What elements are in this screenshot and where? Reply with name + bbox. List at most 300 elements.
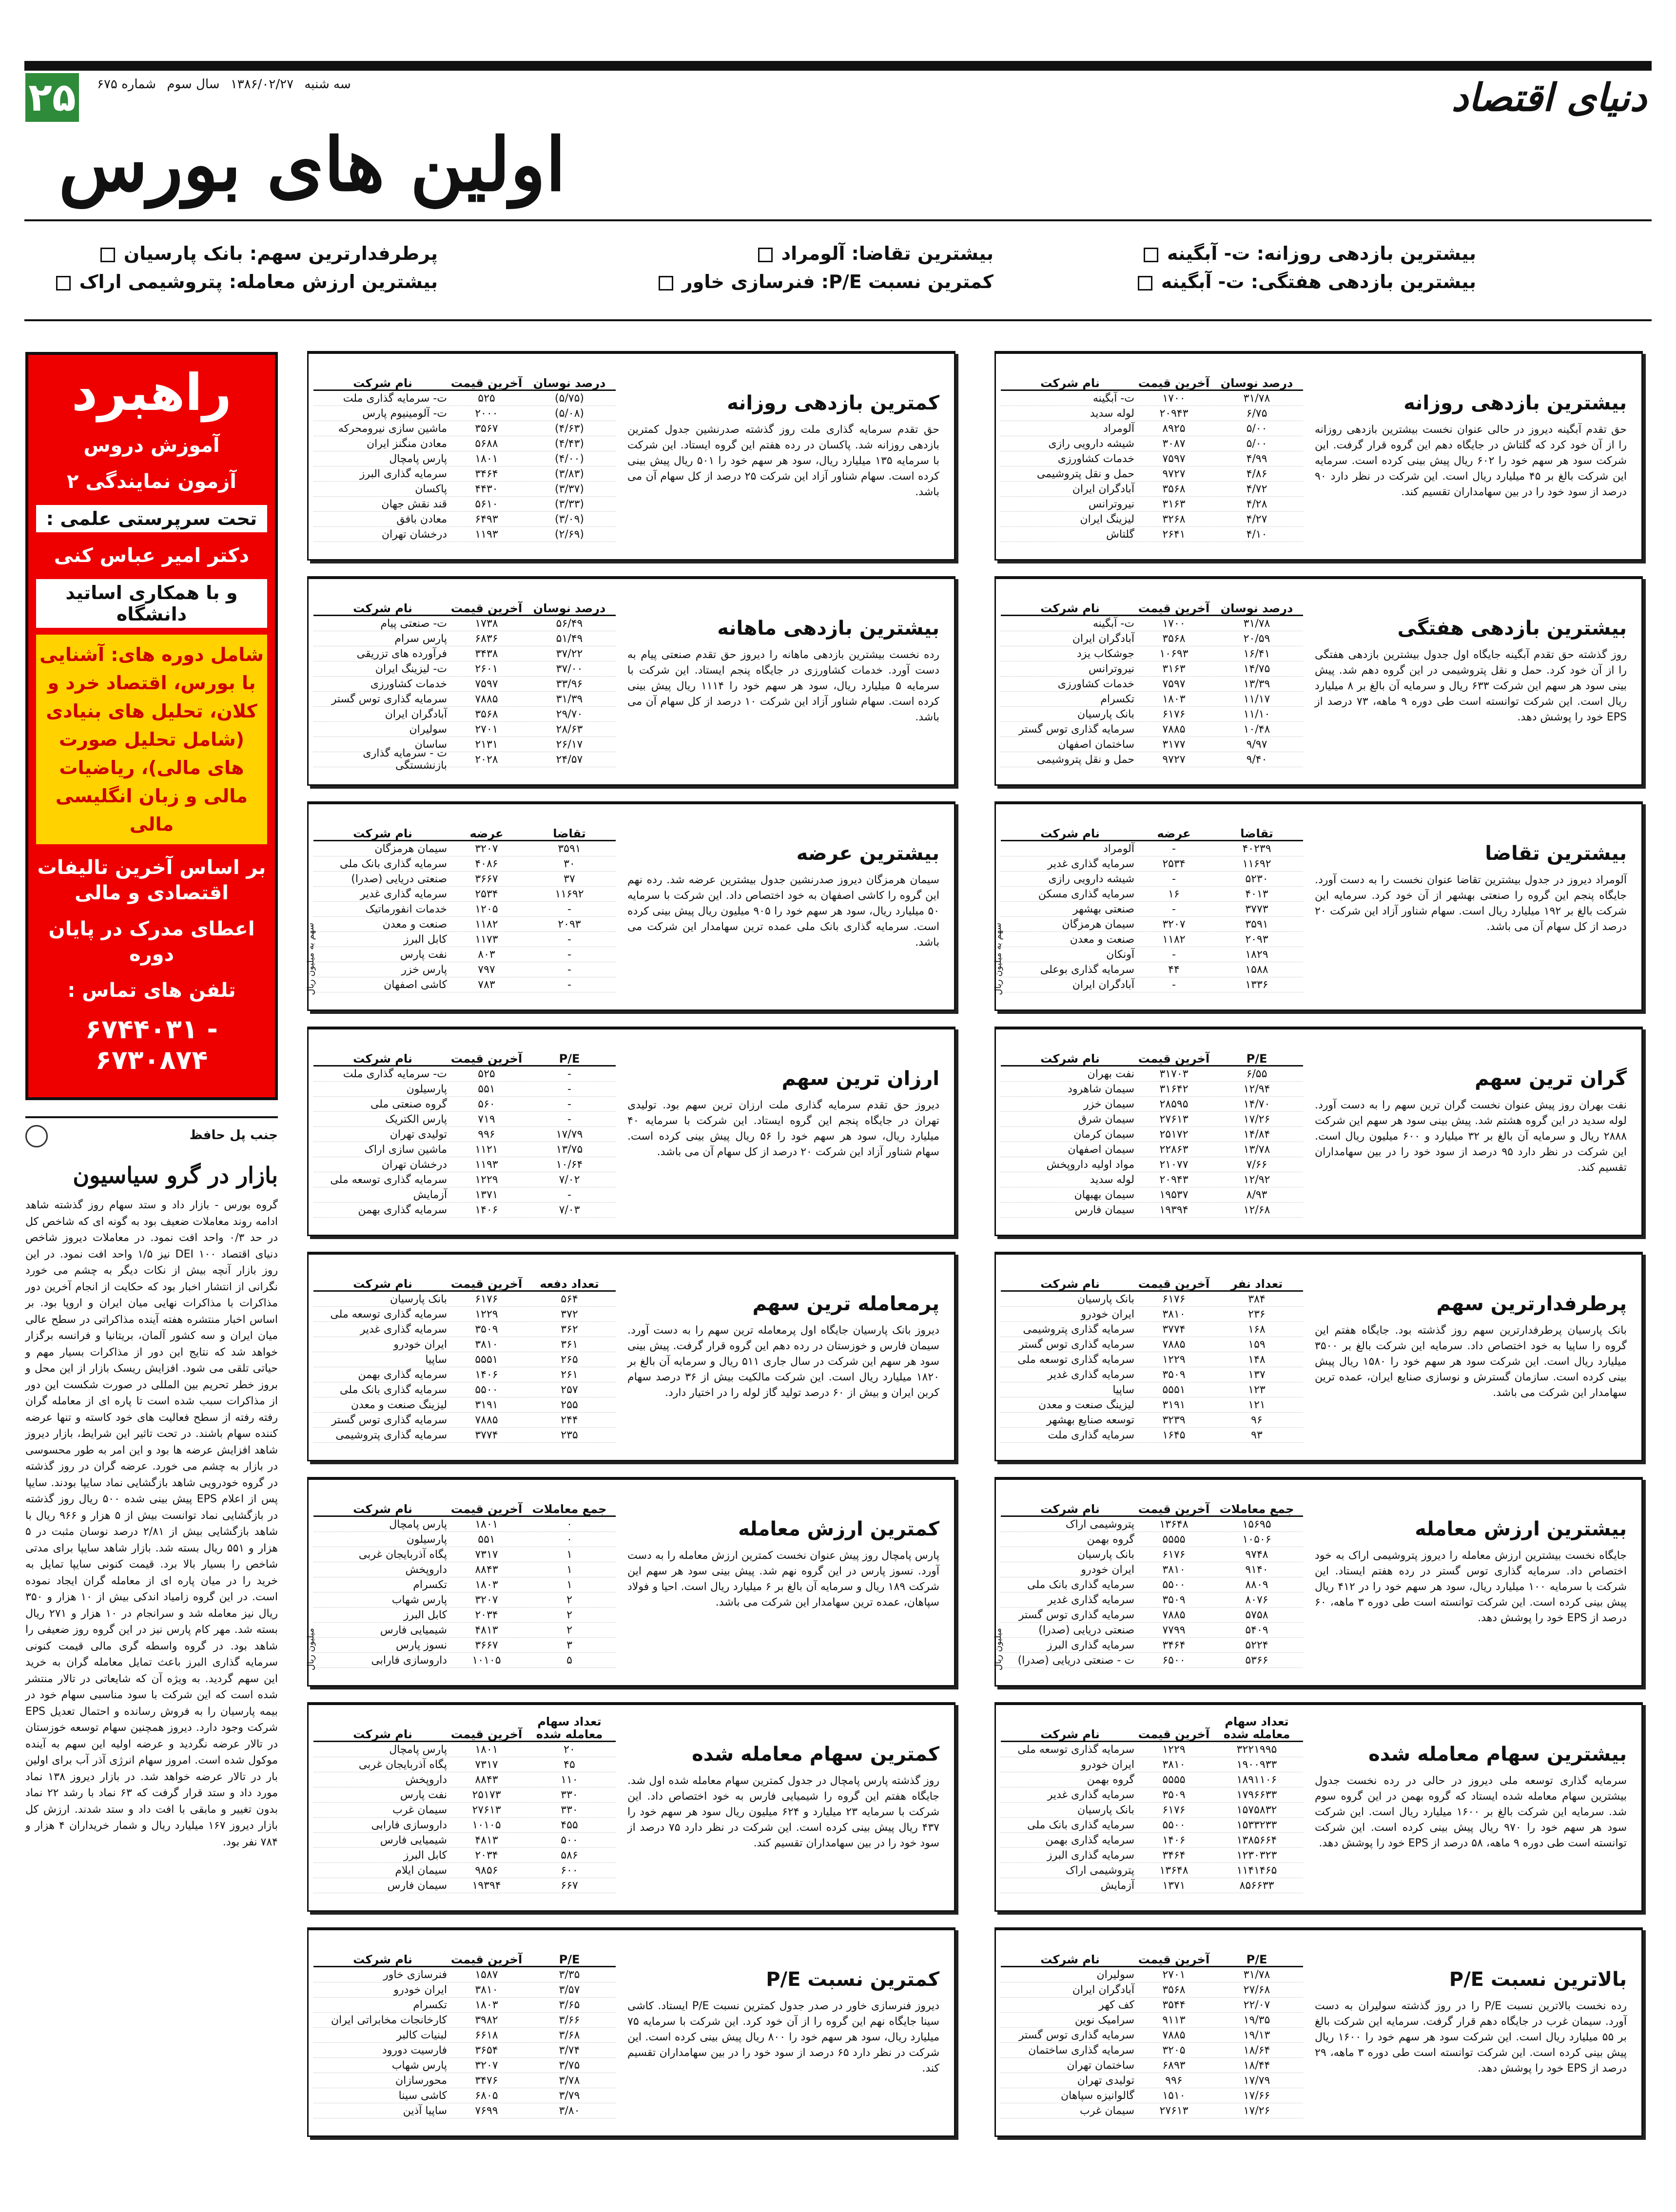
table-cell: ۱۰/۶۴ [556,1158,583,1171]
table-cell: ۱۶/۴۱ [1243,647,1270,660]
panel-title: ارزان ترین سهم [781,1067,939,1090]
article-title: بازار در گرو سیاسیون [73,1162,278,1188]
table-row [313,977,616,992]
table-row [1001,2043,1303,2058]
table-cell: بانک پارسیان [1077,1293,1134,1305]
stats-panel [307,1027,955,1236]
side-column [25,1116,278,2154]
table-row [1001,1307,1303,1322]
table-row [313,406,616,421]
table-row [1001,962,1303,977]
table-cell: سرمایه گذاری توس گستر [1018,1609,1134,1621]
table-cell: ۶/۵۵ [1246,1067,1267,1080]
table-cell: (۳/۰۹) [554,513,585,525]
table-row [313,1322,616,1337]
table-cell: ۱۵۷۵۸۳۲ [1236,1804,1277,1816]
table-cell: ۹۸۵۶ [475,1864,498,1877]
table-cell: آبادگران ایران [1072,978,1134,991]
table-row [1001,1517,1303,1532]
table-cell: ۱۰۶۹۳ [1159,647,1189,660]
table-cell: سیمان بهبهان [1074,1188,1134,1201]
stats-table [313,1035,616,1218]
table-cell: - [567,1098,571,1110]
table-cell: ۴/۲۷ [1246,513,1267,525]
table-row [313,1157,616,1172]
table-cell: ۵۸۶ [561,1849,578,1862]
table-cell: بانک پارسیان [1077,708,1134,720]
table-cell: ۵۲۲۴ [1245,1639,1268,1651]
table-row [313,391,616,406]
table-cell: ۲۰۰۰ [475,407,498,420]
table-cell: ۱۰۱۰۵ [472,1654,501,1667]
column-header: نام شرکت [353,1727,412,1741]
stats-panel [994,1927,1643,2137]
stats-table [1001,1486,1303,1668]
table-row [313,2073,616,2088]
table-cell: ۷۳۱۷ [475,1548,498,1561]
table-cell: ۱۲۳ [1248,1383,1266,1396]
table-cell: ۳۲۶۸ [1162,513,1186,525]
table-cell: ۱۲۳۰۳۲۳ [1236,1849,1277,1862]
table-row [1001,1848,1303,1863]
table-cell: ۲۰۲۸ [475,753,498,766]
table-cell: گروه بهمن [1087,1773,1134,1786]
table-cell: ۰ [566,1518,572,1531]
table-row [1001,631,1303,646]
column-header: آخرین قیمت [450,602,523,615]
table-row [1001,1157,1303,1172]
table-cell: سرمایه گذاری توسعه ملی [1017,1743,1134,1756]
table-row [313,856,616,872]
table-cell: ۳۶۲ [561,1323,578,1336]
table-cell: آبادگران ایران [1072,632,1134,645]
table-cell: ۱۷۰۰ [1162,392,1186,405]
checkbox-icon [659,276,673,291]
unit-label: میلیون ریال [993,1628,1003,1670]
table-cell: ۱۶ [1168,888,1180,900]
table-cell: ۱۱۹۳ [475,528,498,541]
table-cell: لیزینگ ایران [1080,513,1134,525]
table-row [1001,2013,1303,2028]
table-header [1001,360,1303,391]
table-cell: ۱۰/۴۸ [1243,723,1270,736]
table-header [1001,585,1303,616]
table-row [1001,902,1303,917]
table-cell: نفت پارس [400,1788,447,1801]
table-cell: ۳۵۶۸ [1162,1983,1186,1996]
table-cell: ۵۵۱ [478,1083,495,1095]
panel-title: کمترین بازدهی روزانه [727,392,939,414]
checkbox-icon [1138,276,1152,291]
table-cell: ۱۱۶۹۲ [1242,857,1271,870]
table-cell: ۱۱/۱۷ [1243,693,1270,705]
table-row [313,1292,616,1307]
table-cell: سیمان غرب [392,1804,447,1816]
panel-title: گران ترین سهم [1475,1067,1627,1090]
table-row [1001,527,1303,542]
day: سه شنبه [304,77,351,92]
table-cell: ۱۲/۹۴ [1243,1083,1270,1095]
table-cell: درخشان تهران [381,1158,447,1171]
table-cell: ۱۷۹۶۶۳۳ [1236,1788,1277,1801]
panel-title: بیشترین تقاضا [1485,842,1627,865]
table-cell: - [1172,842,1176,855]
table-cell: ۳/۶۶ [559,2014,580,2026]
column-header: تقاضا [553,827,586,840]
table-cell: درخشان تهران [381,528,447,541]
table-cell: ۳/۸۰ [559,2104,580,2117]
table-cell: ۱۸۰۳ [475,1578,498,1591]
table-cell: ۳ [566,1639,572,1651]
table-cell: خدمات انفورماتیک [365,903,447,915]
table-cell: ۱۹۳۹۴ [472,1879,501,1892]
column-header: P/E [559,1953,580,1966]
column-header: P/E [1246,1953,1267,1966]
table-cell: ۱۸۰۱ [475,452,498,465]
column-header: نام شرکت [1040,1953,1100,1966]
table-cell: کابل البرز [403,1609,447,1621]
table-cell: سیمان شرق [1078,1113,1134,1125]
table-cell: ۱۸۰۱ [475,1518,498,1531]
table-cell: ۵۷۵۸ [1245,1609,1268,1621]
table-cell: ۳۵۶۸ [475,708,498,720]
stats-panel [994,351,1643,561]
ad-line: آموزش دروس [83,434,220,457]
table-cell: سرمایه گذاری توسعه ملی [1017,1353,1134,1366]
table-cell: ۲۰ [564,1743,575,1756]
top-rule [24,61,1652,71]
column-header: آخرین قیمت [1138,602,1210,615]
table-cell: سیمان غرب [1080,2104,1134,2117]
table-row [313,841,616,856]
table-header [313,585,616,616]
table-cell: کارخانجات مخابراتی ایران [331,2014,447,2026]
table-row [1001,692,1303,707]
table-header [1001,1711,1303,1742]
table-row [1001,1772,1303,1787]
column-header: آخرین قیمت [450,1502,523,1516]
table-cell: پگاه آذربایجان غربی [358,1548,447,1561]
table-cell: ۹۷۲۷ [1162,467,1186,480]
table-cell: - [567,1113,571,1125]
table-cell: سیمان فارس [1074,1203,1134,1216]
table-cell: ۱۸۰۱ [475,1743,498,1756]
table-cell: ۷/۶۶ [1246,1158,1267,1171]
table-cell: قند نقش جهان [381,498,447,510]
table-cell: ۸۸۴۳ [475,1773,498,1786]
table-cell: ۳۲۰۷ [1162,918,1186,931]
table-row [1001,1367,1303,1382]
table-row [1001,932,1303,947]
table-cell: داروسازی فارابی [371,1819,447,1831]
panel-text: سیمان هرمزگان دیروز صدرنشین جدول بیشترین عرضه شد. رده نهم این گروه را کاشی اصفهان به خود اختصاص داد. این شرکت با سرمایه ۵۰ میلیارد ریال، سود هر سهم خود را ۹۰۵ میلیون ریال پیش بینی کرده است. سرمایه گذاری بانک ملی عمده ترین سهامدار این شرکت می باشد. [627,874,940,949]
table-row [1001,856,1303,872]
table-cell: ۳۷۷۴ [1162,1323,1186,1336]
stats-table [313,360,616,542]
column-header: نام شرکت [353,1277,412,1291]
table-cell: ۹۶ [1251,1414,1263,1426]
table-cell: ت- لیزینگ ایران [375,662,447,675]
table-cell: پارس پامچال [389,452,447,465]
table-cell: تولیدی تهران [1077,2074,1134,2087]
table-cell: ۲۵۷ [561,1383,578,1396]
table-cell: سیمان هرمزگان [1062,918,1134,931]
table-header [1001,1261,1303,1292]
table-cell: ۵۵۱ [478,1533,495,1546]
table-cell: ساختمان اصفهان [1058,738,1134,751]
table-row [1001,1803,1303,1818]
table-row [313,1742,616,1757]
table-row [313,661,616,677]
checkbox-icon [100,248,115,262]
table-cell: پتروشیمی اراک [1065,1518,1134,1531]
table-row [313,2088,616,2103]
table-cell: صنعتی دریایی (صدرا) [1038,1624,1134,1636]
table-cell: ۳/۷۴ [559,2044,580,2057]
table-cell: ۳۶۵۴ [475,2044,498,2057]
table-cell: ۵۰۰ [561,1834,578,1846]
table-row [1001,1082,1303,1097]
stats-table [313,1486,616,1668]
table-cell: ۶۴۹۳ [475,513,498,525]
table-cell: ۲۱۳۱ [475,738,498,751]
table-row [1001,1757,1303,1772]
table-cell: (۳/۳۳) [554,498,585,510]
table-cell: ۱۷/۲۶ [1243,1113,1270,1125]
table-cell: ۲۰۹۳ [1245,933,1268,946]
table-cell: ۳۳۰ [561,1788,578,1801]
table-row [313,1352,616,1367]
table-cell: نفت بهران [1087,1067,1134,1080]
table-row [313,722,616,737]
table-cell: - [567,933,571,946]
table-cell: ۳۸۱۰ [1162,1758,1186,1771]
table-cell: ۲۶۴۱ [1162,528,1186,541]
table-cell: ۳۱/۷۸ [1243,1968,1270,1981]
table-cell: ۵۵۵۱ [1162,1383,1186,1396]
table-cell: ۲۰/۵۹ [1243,632,1270,645]
table-cell: ۱ [566,1548,572,1561]
table-row [1001,1982,1303,1998]
ad-title: راهبرد [71,363,232,422]
year: سال سوم [167,77,220,92]
table-cell: ۵۶۱۰ [475,498,498,510]
table-cell: ۲۶۵ [561,1353,578,1366]
table-header [313,810,616,841]
table-cell: ۵۲۳۰ [1245,873,1268,885]
checkbox-icon [758,248,773,262]
table-cell: - [1172,978,1176,991]
table-cell: ۵۳۶۶ [1245,1654,1268,1667]
table-cell: تکسرام [413,1578,447,1591]
table-cell: ۸۰۷۶ [1245,1593,1268,1606]
table-cell: سرمایه گذاری البرز [359,467,447,480]
column-header: نام شرکت [1040,602,1100,615]
table-cell: ۱۷/۷۹ [1243,2074,1270,2087]
table-cell: ۳۴۳۸ [475,647,498,660]
table-header [1001,1486,1303,1517]
table-cell: - [567,903,571,915]
table-row [313,497,616,512]
table-cell: سیمان اصفهان [1068,1143,1134,1156]
table-cell: ۱۳۷۱ [1162,1879,1186,1892]
table-row [313,1848,616,1863]
table-row [313,646,616,661]
table-cell: ۳/۶۸ [559,2029,580,2041]
table-row [1001,1413,1303,1428]
column-header: نام شرکت [1040,1727,1100,1741]
table-cell: ۱۳/۳۹ [1243,678,1270,690]
table-cell: ۳۰۸۷ [1162,437,1186,450]
table-cell: ۱۸۰۳ [1162,693,1186,705]
table-row [313,1878,616,1893]
table-cell: ۳۵۶۷ [475,422,498,435]
table-cell: داروپخش [405,1563,447,1576]
column-header: تعداد دفعه [540,1277,599,1291]
table-row [1001,1562,1303,1577]
table-cell: شیمیایی فارس [380,1624,447,1636]
article-body: گروه بورس - بازار داد و ستد سهام روز گذشته شاهد ادامه روند معاملات ضعیف بود به گونه ای که شاخص کل در حد ۰/۳ واحد افت نمود. در معاملات دیروز شاخص دنیای اقتصاد DEI ۱۰۰ نیز ۱/۵ واحد افت نمود. در این روز بازار آنچه بیش از نکات دیگر به چشم می خورد نگرانی از انتشار اخبار بود که حکایت از انجام آخرین دور مذاکرات با مذاکرات نهایی میان ایران و اروپا بود. بر اساس اخبار منتشره هفته آینده مذاکراتی در سطح عالی میان ایران و سه کشور آلمان، بریتانیا و فرانسه برگزار خواهد شد که نتایج این دور از مذاکرات بسیار مهم و حیاتی تلقی می شود. افزایش ریسک بازار از این محل و بروز خطر تحریم بین المللی در صورت شکست این دور از مذاکرات سبب شده است تا پاره ای از معامله گران رفته رفته از سطح فعالیت های خود کاسته و تنها عرضه کننده سهام باشند. در تحت تاثیر این شرایط، بازار دیروز شاهد افزایش عرضه ها بود و این امر به طور محسوسی در بازار به چشم می خورد. عرضه گران در روز گذشته در گروه خودرویی شاهد بازگشایی نماد سایپا بودند. سایپا پس از اعلام EPS پیش بینی شده ۵۰۰ ریال روز گذشته در بازگشایی نماد توانست بیش از ۵ هزار و ۹۶۶ ریال با شاهد بازگشایی بیش از ۲/۸۱ درصد نوسان مثبت در ۵ هزار و ۵۵۱ ریال بسته شد. بازار شاهد سایپا برای مدتی شاخص را بسیار بالا برد. قیمت کنونی سایپا تمایل به خرید را در میان پاره ای از معامله گران ایجاد نموده است. در این گروه زامیاد اندکی بیش از ۱۰ هزار و ۳۵۰ ریال نیز معامله شد و سرانجام در ۱۰ هزار و ۲۷۱ ریال بسته شد. مهر کام پارس نیز در این گروه روز ضعیفی را شاهد بود. در گروه واسطه گری مالی قیمت کنونی سرمایه گذاری البرز باعث تمایل معامله گران به خرید این سهم گردید. به ویژه آن که شایعاتی در تالار منتشر شده است که این شرکت با سود مناسبی سهام خود در بیمه پارسیان را به فروش رسانده و احتمال تعدیل EPS شرکت وجود دارد. دیروز همچنین سهام توسعه خوزستان در تالار عرضه نگردید و عرضه اولیه این سهم به آینده موکول شده است. امروز سهام انرژی آذر آب برای اولین بار در تالار عرضه خواهد شد. در بازار دیروز ۱۳۸ نماد مورد داد و ستد قرار گرفت که ۶۳ نماد با رشد ۲۲ نماد بدون تغییر و مابقی با افت داد و ستد شدند. ارزش کل بازار دیروز ۱۶۷ میلیارد ریال و شمار خریداران ۴ هزار و ۷۸۴ نفر بود. [25,1199,278,1848]
table-row [1001,977,1303,992]
table-cell: ت - صنعتی دریایی (صدرا) [1017,1654,1134,1667]
table-cell: ت- سرمایه گذاری ملت [343,392,447,405]
table-cell: لوله سدید [1090,407,1134,420]
table-cell: صنعت و معدن [1070,933,1134,946]
table-cell: ۳۲۳۹ [1162,1414,1186,1426]
ad-line: دکتر امیر عباس کنی [54,544,250,567]
table-row [313,887,616,902]
table-cell: ت - سرمایه گذاری بازنشستگی [363,747,447,772]
table-cell: سرمایه گذاری غدیر [1047,1368,1134,1381]
table-row [313,421,616,436]
table-cell: ۲۴/۵۷ [556,753,583,766]
table-row [1001,2028,1303,2043]
column-header: نام شرکت [1040,1502,1100,1516]
table-cell: ۱۱۴۱۴۶۵ [1236,1864,1277,1877]
table-cell: سیمان فارس [387,1879,447,1892]
table-cell: ت- آبگینه [1092,392,1134,405]
table-cell: ت- صنعتی پیام [380,617,447,630]
table-cell: ۱۴/۷۰ [1243,1098,1270,1110]
table-cell: شیمیایی فارس [380,1834,447,1846]
table-row [1001,1172,1303,1187]
table-cell: ۷۵۹۷ [475,678,498,690]
table-cell: ۶/۷۵ [1246,407,1267,420]
table-row [313,1413,616,1428]
table-cell: ۳/۳۵ [559,1968,580,1981]
table-row [313,2103,616,2118]
table-cell: (۲/۶۹) [554,528,585,541]
table-row [313,872,616,887]
table-cell: ۲۵۵ [561,1398,578,1411]
table-cell: ۳۸۱۰ [1162,1563,1186,1576]
column-header: نام شرکت [1040,376,1100,390]
page-number: ۲۵ [25,73,79,122]
table-cell: پارس الکتریک [385,1113,447,1125]
table-cell: ۱۹۳۹۴ [1159,1203,1189,1216]
column-header: جمع معاملات [1219,1502,1294,1516]
table-row [313,1082,616,1097]
table-row [313,2013,616,2028]
table-cell: ۶۱۷۶ [475,1293,498,1305]
table-row [1001,1833,1303,1848]
table-cell: ۱۵۸۸ [1245,963,1268,976]
stats-panel [994,1477,1643,1687]
table-cell: ۳۴۶۴ [1162,1639,1186,1651]
table-cell: ۴/۹۹ [1246,452,1267,465]
table-cell: - [567,978,571,991]
table-cell: ۵/۰۰ [1246,422,1267,435]
panel-text: دیروز فنرسازی خاور در صدر جدول کمترین نسبت P/E ایستاد. کاشی سینا جایگاه نهم این گروه را از آن خود کرد. این شرکت با سرمایه ۷۵ میلیارد ریال، سود هر سهم خود را ۸۰۰ ریال پیش بینی کرده است. این شرکت در نظر دارد ۶۵ درصد از سود خود را در بین سهامداران تقسیم کند. [627,2000,939,2075]
table-cell: ۴۵ [564,1758,575,1771]
table-row [313,482,616,497]
table-row [313,2028,616,2043]
table-cell: کف کهر [1099,1999,1134,2011]
panel-title: پرمعامله ترین سهم [752,1293,939,1315]
table-row [313,1982,616,1998]
table-cell: ۳۵۶۸ [1162,632,1186,645]
table-cell: سرمایه گذاری ساختمان [1028,2044,1134,2057]
table-cell: ۳۱۷۰۳ [1159,1067,1189,1080]
table-cell: ایران خودرو [393,1338,447,1351]
stats-table [1001,1711,1303,1893]
table-row [313,631,616,646]
table-cell: ۱۱۶۹۲ [555,888,584,900]
table-cell: نسوز پارس [395,1639,447,1651]
table-cell: ۲۰۳۴ [475,1609,498,1621]
panel-title: کمترین سهام معامله شده [692,1743,939,1766]
date: ۱۳۸۶/۰۲/۲۷ [230,77,294,92]
table-cell: - [567,948,571,961]
table-header [313,1261,616,1292]
table-cell: ۵۵۰۰ [1162,1819,1186,1831]
table-row [1001,1742,1303,1757]
stats-panel [994,801,1643,1011]
table-cell: خدمات کشاورزی [1057,678,1134,690]
ad-line: آزمون نمایندگی ۲ [66,470,237,493]
table-row [1001,1352,1303,1367]
table-cell: ۷۸۸۵ [475,693,498,705]
stats-panel [307,351,955,561]
table-row [1001,1967,1303,1982]
stats-panel [307,576,955,786]
table-cell: ۱۷/۷۹ [556,1128,583,1141]
unit-label: سهم به میلیون ریال [306,922,316,995]
unit-label: میلیون ریال [306,1628,316,1670]
table-row [313,466,616,482]
ad-phone: ۶۷۴۴۰۳۱ - ۶۷۳۰۸۷۴ [85,1014,218,1075]
table-cell: ۳۱۷۷ [1162,738,1186,751]
table-cell: سرمایه گذاری غدیر [1047,1788,1134,1801]
table-cell: ۲۵۱۷۲ [1159,1128,1189,1141]
table-row [313,1772,616,1787]
table-cell: سرمایه گذاری بهمن [358,1203,447,1216]
column-header: نام شرکت [1040,827,1100,840]
table-cell: پارس خزر [401,963,447,976]
table-cell: ۴۵۵ [561,1819,578,1831]
table-cell: ۱۷۰۰ [1162,617,1186,630]
table-cell: ۲۴۴ [561,1414,578,1426]
table-cell: ۸۵۶۶۳۳ [1239,1879,1274,1892]
table-cell: ۳۱/۷۸ [1243,392,1270,405]
table-cell: ۳۴۶۴ [1162,1849,1186,1862]
table-cell: ۳۱۶۳ [1162,662,1186,675]
table-cell: ۱۴/۷۵ [1243,662,1270,675]
table-cell: ۵۵۵۵ [1162,1533,1186,1546]
column-header: درصد نوسان [533,602,606,615]
table-row [1001,391,1303,406]
table-cell: ۷۸۸۵ [475,1414,498,1426]
